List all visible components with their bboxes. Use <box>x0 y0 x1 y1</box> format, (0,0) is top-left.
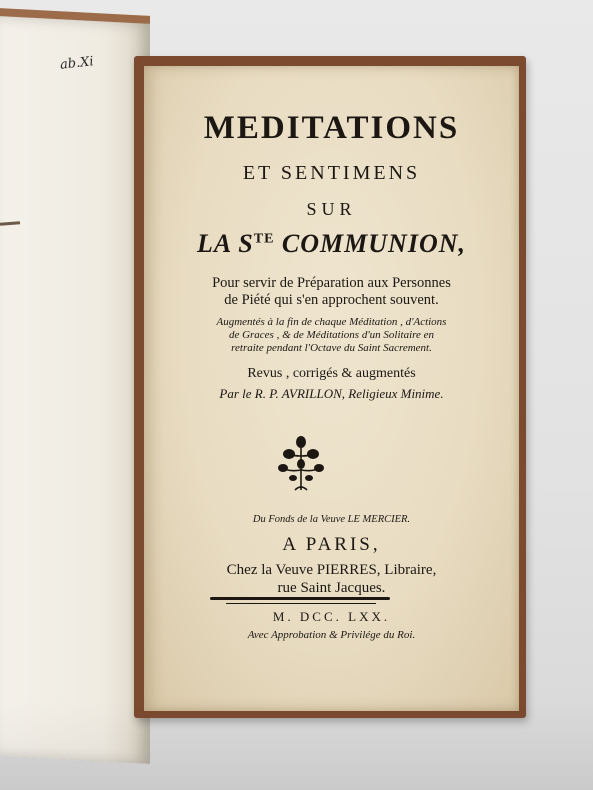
purpose-text <box>144 275 519 309</box>
city-text: A PARIS, <box>282 534 381 555</box>
purpose-line-2: de Piété qui s'en approchent souvent. <box>224 292 439 308</box>
revised-text: Revus , corrigés & augmentés <box>247 366 416 381</box>
subtitle-line-3 <box>144 229 519 259</box>
thick-rule <box>210 597 390 600</box>
subtitle-end: COMMUNION, <box>274 229 466 258</box>
author-text: Par le R. P. AVRILLON, Religieux Minime. <box>219 386 444 401</box>
publisher-line-1: Chez la Veuve PIERRES, Libraire, <box>226 562 437 578</box>
left-endpaper <box>0 16 150 764</box>
fleuron-ornament-icon <box>275 434 327 494</box>
augment-line-2: de Graces , & de Méditations d'un Solitaire en <box>228 329 435 341</box>
subtitle-main: LA S <box>196 229 254 258</box>
augment-text <box>144 316 519 355</box>
fonds-text: Du Fonds de la Veuve LE MERCIER. <box>252 514 411 525</box>
augment-line-1: Augmentés à la fin de chaque Méditation , d'Actions <box>216 316 447 328</box>
augment-line-3: retraite pendant l'Octave du Saint Sacrement. <box>231 342 432 354</box>
thin-rule <box>226 603 376 604</box>
year-text: M. DCC. LXX. <box>272 609 391 624</box>
subtitle-line-2: SUR <box>306 199 357 219</box>
purpose-line-1: Pour servir de Préparation aux Personnes <box>212 275 451 291</box>
privilege-text: Avec Approbation & Privilége du Roi. <box>247 629 416 641</box>
publisher-line-2: rue Saint Jacques. <box>277 580 386 596</box>
subtitle-line-1: ET SENTIMENS <box>242 162 421 184</box>
title-page <box>144 66 519 711</box>
ink-annotation: ab.Xi <box>59 54 95 73</box>
publisher-text <box>144 561 519 597</box>
table-shadow <box>0 700 593 790</box>
subtitle-sup: TE <box>253 231 275 247</box>
book-title: MEDITATIONS <box>203 110 460 146</box>
